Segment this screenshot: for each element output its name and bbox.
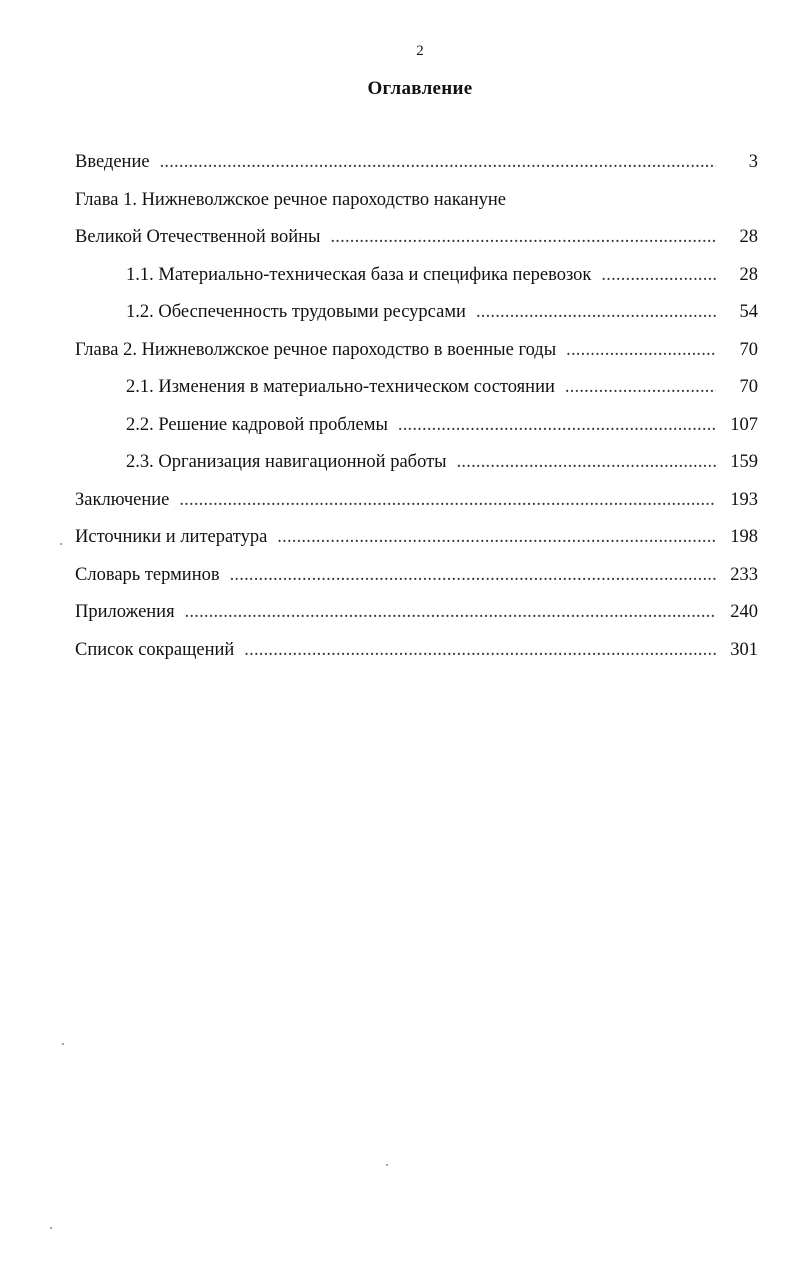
toc-entry-abbreviations [75,636,758,674]
toc-entry-chapter-2 [75,336,758,374]
dot-leader [160,148,716,176]
toc-entry-page: 240 [730,602,758,622]
toc-entry-glossary [75,561,758,599]
toc-entry-page: 28 [739,227,758,247]
toc-entry-label: Глава 1. Нижневолжское речное пароходство накануне [75,189,507,210]
dot-leader [277,523,716,551]
toc-entry-page: 54 [739,302,758,322]
toc-entry-label: 1.2. Обеспеченность трудовыми ресурсами [126,302,466,322]
toc-entry-appendices [75,598,758,636]
table-of-contents [75,148,758,673]
toc-entry-label: 2.2. Решение кадровой проблемы [126,414,388,435]
toc-entry-label: Список сокращений [75,639,235,660]
scan-speck [62,1043,64,1045]
page-number: 2 [416,43,424,59]
dot-leader [398,411,716,439]
toc-entry-sources [75,523,758,561]
dot-leader [185,598,716,626]
toc-entry-label: 1.1. Материально-техническая база и специфика перевозок [126,264,592,285]
toc-entry-page: 28 [739,264,758,285]
toc-entry-page: 193 [730,489,758,510]
toc-entry-conclusion [75,486,758,524]
toc-entry-label: Словарь терминов [75,564,220,585]
dot-leader [566,336,716,364]
toc-entry-section-2-1 [75,373,758,411]
toc-entry-page: 301 [730,639,758,660]
toc-entry-section-1-2 [75,298,758,336]
toc-entry-introduction [75,148,758,186]
toc-entry-chapter-1-line-2 [75,223,758,261]
toc-entry-page: 198 [730,527,758,547]
toc-entry-label: Введение [75,152,150,172]
dot-leader [457,448,716,476]
toc-entry-label: Великой Отечественной войны [75,227,321,247]
scan-speck [60,543,62,545]
toc-entry-section-2-2 [75,411,758,449]
dot-leader [565,373,716,401]
toc-title: Оглавление [367,78,473,99]
dot-leader [179,486,716,514]
toc-entry-section-2-3 [75,448,758,486]
toc-entry-page: 159 [730,452,758,472]
toc-entry-label: Заключение [75,489,170,510]
dot-leader [230,561,716,589]
toc-entry-chapter-1-line-1 [75,186,758,224]
scan-speck [386,1164,388,1166]
dot-leader [330,223,716,251]
toc-entry-label: 2.3. Организация навигационной работы [126,452,447,472]
toc-entry-page: 70 [739,377,758,397]
toc-entry-section-1-1 [75,261,758,299]
dot-leader [476,298,716,326]
toc-entry-page: 107 [730,414,758,435]
toc-entry-label: Приложения [75,602,175,622]
scan-speck [50,1227,52,1229]
dot-leader [601,261,716,289]
toc-entry-page: 70 [739,339,758,360]
toc-entry-label: 2.1. Изменения в материально-техническом состоянии [126,377,555,397]
dot-leader [244,636,716,664]
toc-entry-page: 3 [748,152,758,172]
toc-entry-label: Глава 2. Нижневолжское речное пароходство в военные годы [75,339,557,360]
toc-entry-page: 233 [730,564,758,585]
toc-entry-label: Источники и литература [75,527,268,547]
